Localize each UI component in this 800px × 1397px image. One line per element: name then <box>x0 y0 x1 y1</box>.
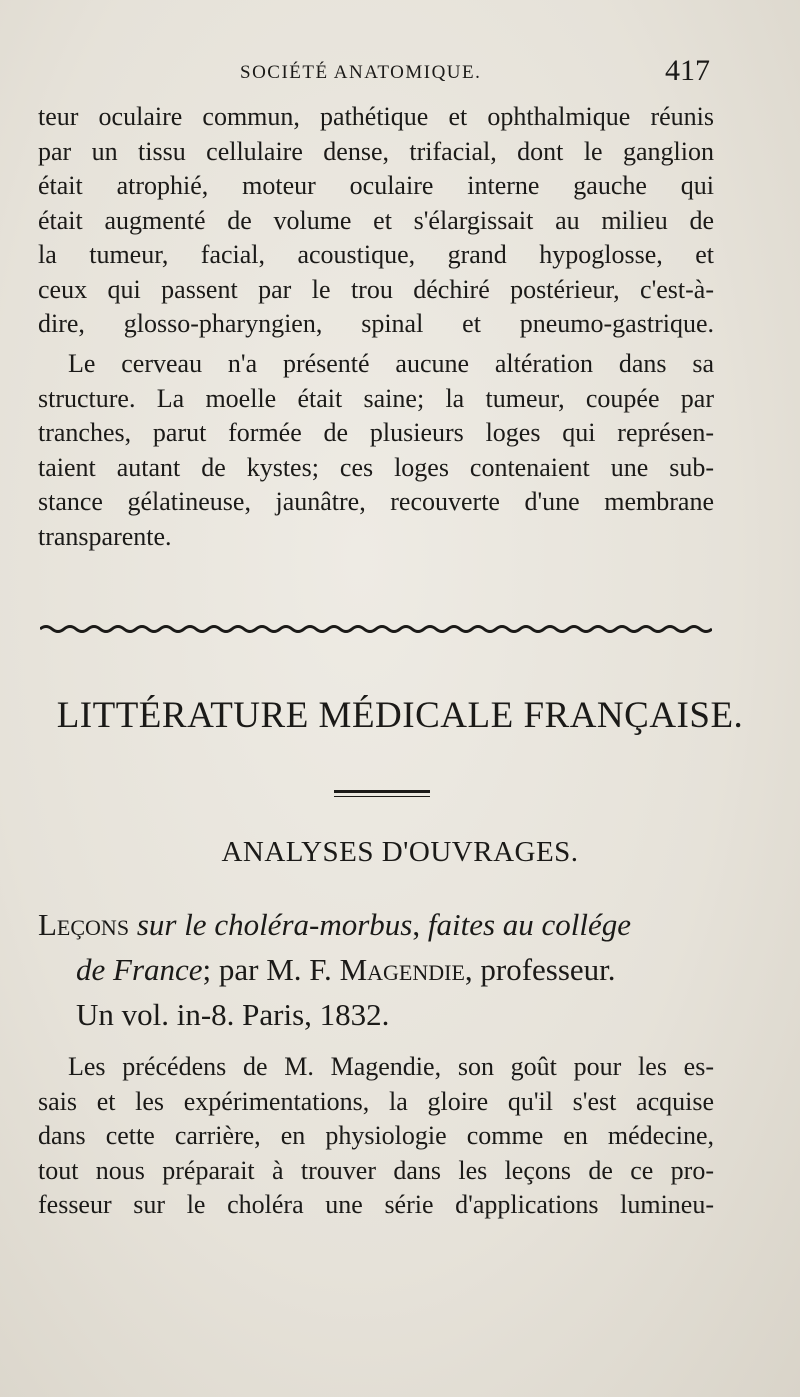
text-line: taient autant de kystes; ces loges contenaient une sub- <box>38 452 714 482</box>
running-head: SOCIÉTÉ ANATOMIQUE. <box>240 62 482 83</box>
text-line: dans cette carrière, en physiologie comme en médecine, <box>38 1121 714 1150</box>
paragraph-cerveau <box>38 347 714 554</box>
text-line: transparente. <box>38 521 172 551</box>
biblio-author: Magendie <box>339 952 465 987</box>
biblio-title-part3: de France <box>76 952 203 987</box>
biblio-line-3: Un vol. in-8. Paris, 1832. <box>76 997 390 1032</box>
text-line: sais et les expérimentations, la gloire qu'il s'est acquise <box>38 1086 714 1116</box>
text-line: ceux qui passent par le trou déchiré postérieur, c'est-à- <box>38 274 714 304</box>
page-number: 417 <box>665 54 710 87</box>
text-line: tout nous préparait à trouver dans les leçons de ce pro- <box>38 1155 714 1185</box>
biblio-title-part1: sur le choléra-morbus <box>136 907 413 942</box>
text-line: teur oculaire commun, pathétique et ophthalmique réunis <box>38 102 714 131</box>
section-rule <box>334 790 430 793</box>
section-title: LITTÉRATURE MÉDICALE FRANÇAISE. <box>56 695 744 736</box>
biblio-title-part2: faites au collége <box>427 907 632 942</box>
paragraph-review <box>38 1050 714 1223</box>
text-line: stance gélatineuse, jaunâtre, recouverte d'une membrane <box>38 487 714 516</box>
text-line: dire, glosso-pharyngien, spinal et pneumo-gastrique. <box>38 309 714 338</box>
text-line: était atrophié, moteur oculaire interne gauche qui <box>38 171 714 200</box>
ornamental-divider <box>40 622 712 636</box>
biblio-lecons: Leçons <box>38 907 130 942</box>
text-line: tranches, parut formée de plusieurs loges qui représen- <box>38 418 714 447</box>
biblio-par: ; par M. F. <box>202 952 332 987</box>
text-line: Le cerveau n'a présenté aucune altération dans sa <box>68 349 714 378</box>
text-line: fesseur sur le choléra une série d'applications lumineu- <box>38 1190 714 1219</box>
biblio-role: , professeur. <box>464 952 616 987</box>
bibliographic-entry <box>38 902 718 1037</box>
subsection-title: ANALYSES D'OUVRAGES. <box>221 836 579 868</box>
text-line: la tumeur, facial, acoustique, grand hypoglosse, et <box>38 240 714 269</box>
text-line: structure. La moelle était saine; la tumeur, coupée par <box>38 383 714 413</box>
text-line <box>38 135 714 170</box>
text-line: était augmenté de volume et s'élargissait au milieu de <box>38 205 714 235</box>
biblio-line-1: Leçons sur le choléra-morbus, faites au collége <box>38 907 632 942</box>
biblio-line-2 <box>38 947 718 992</box>
page-header <box>0 54 800 94</box>
text-line-content: par un tissu cellulaire dense, trifacial, dont le ganglion <box>38 136 714 166</box>
paragraph-continuation <box>38 100 714 342</box>
text-line: Les précédens de M. Magendie, son goût pour les es- <box>68 1052 714 1081</box>
